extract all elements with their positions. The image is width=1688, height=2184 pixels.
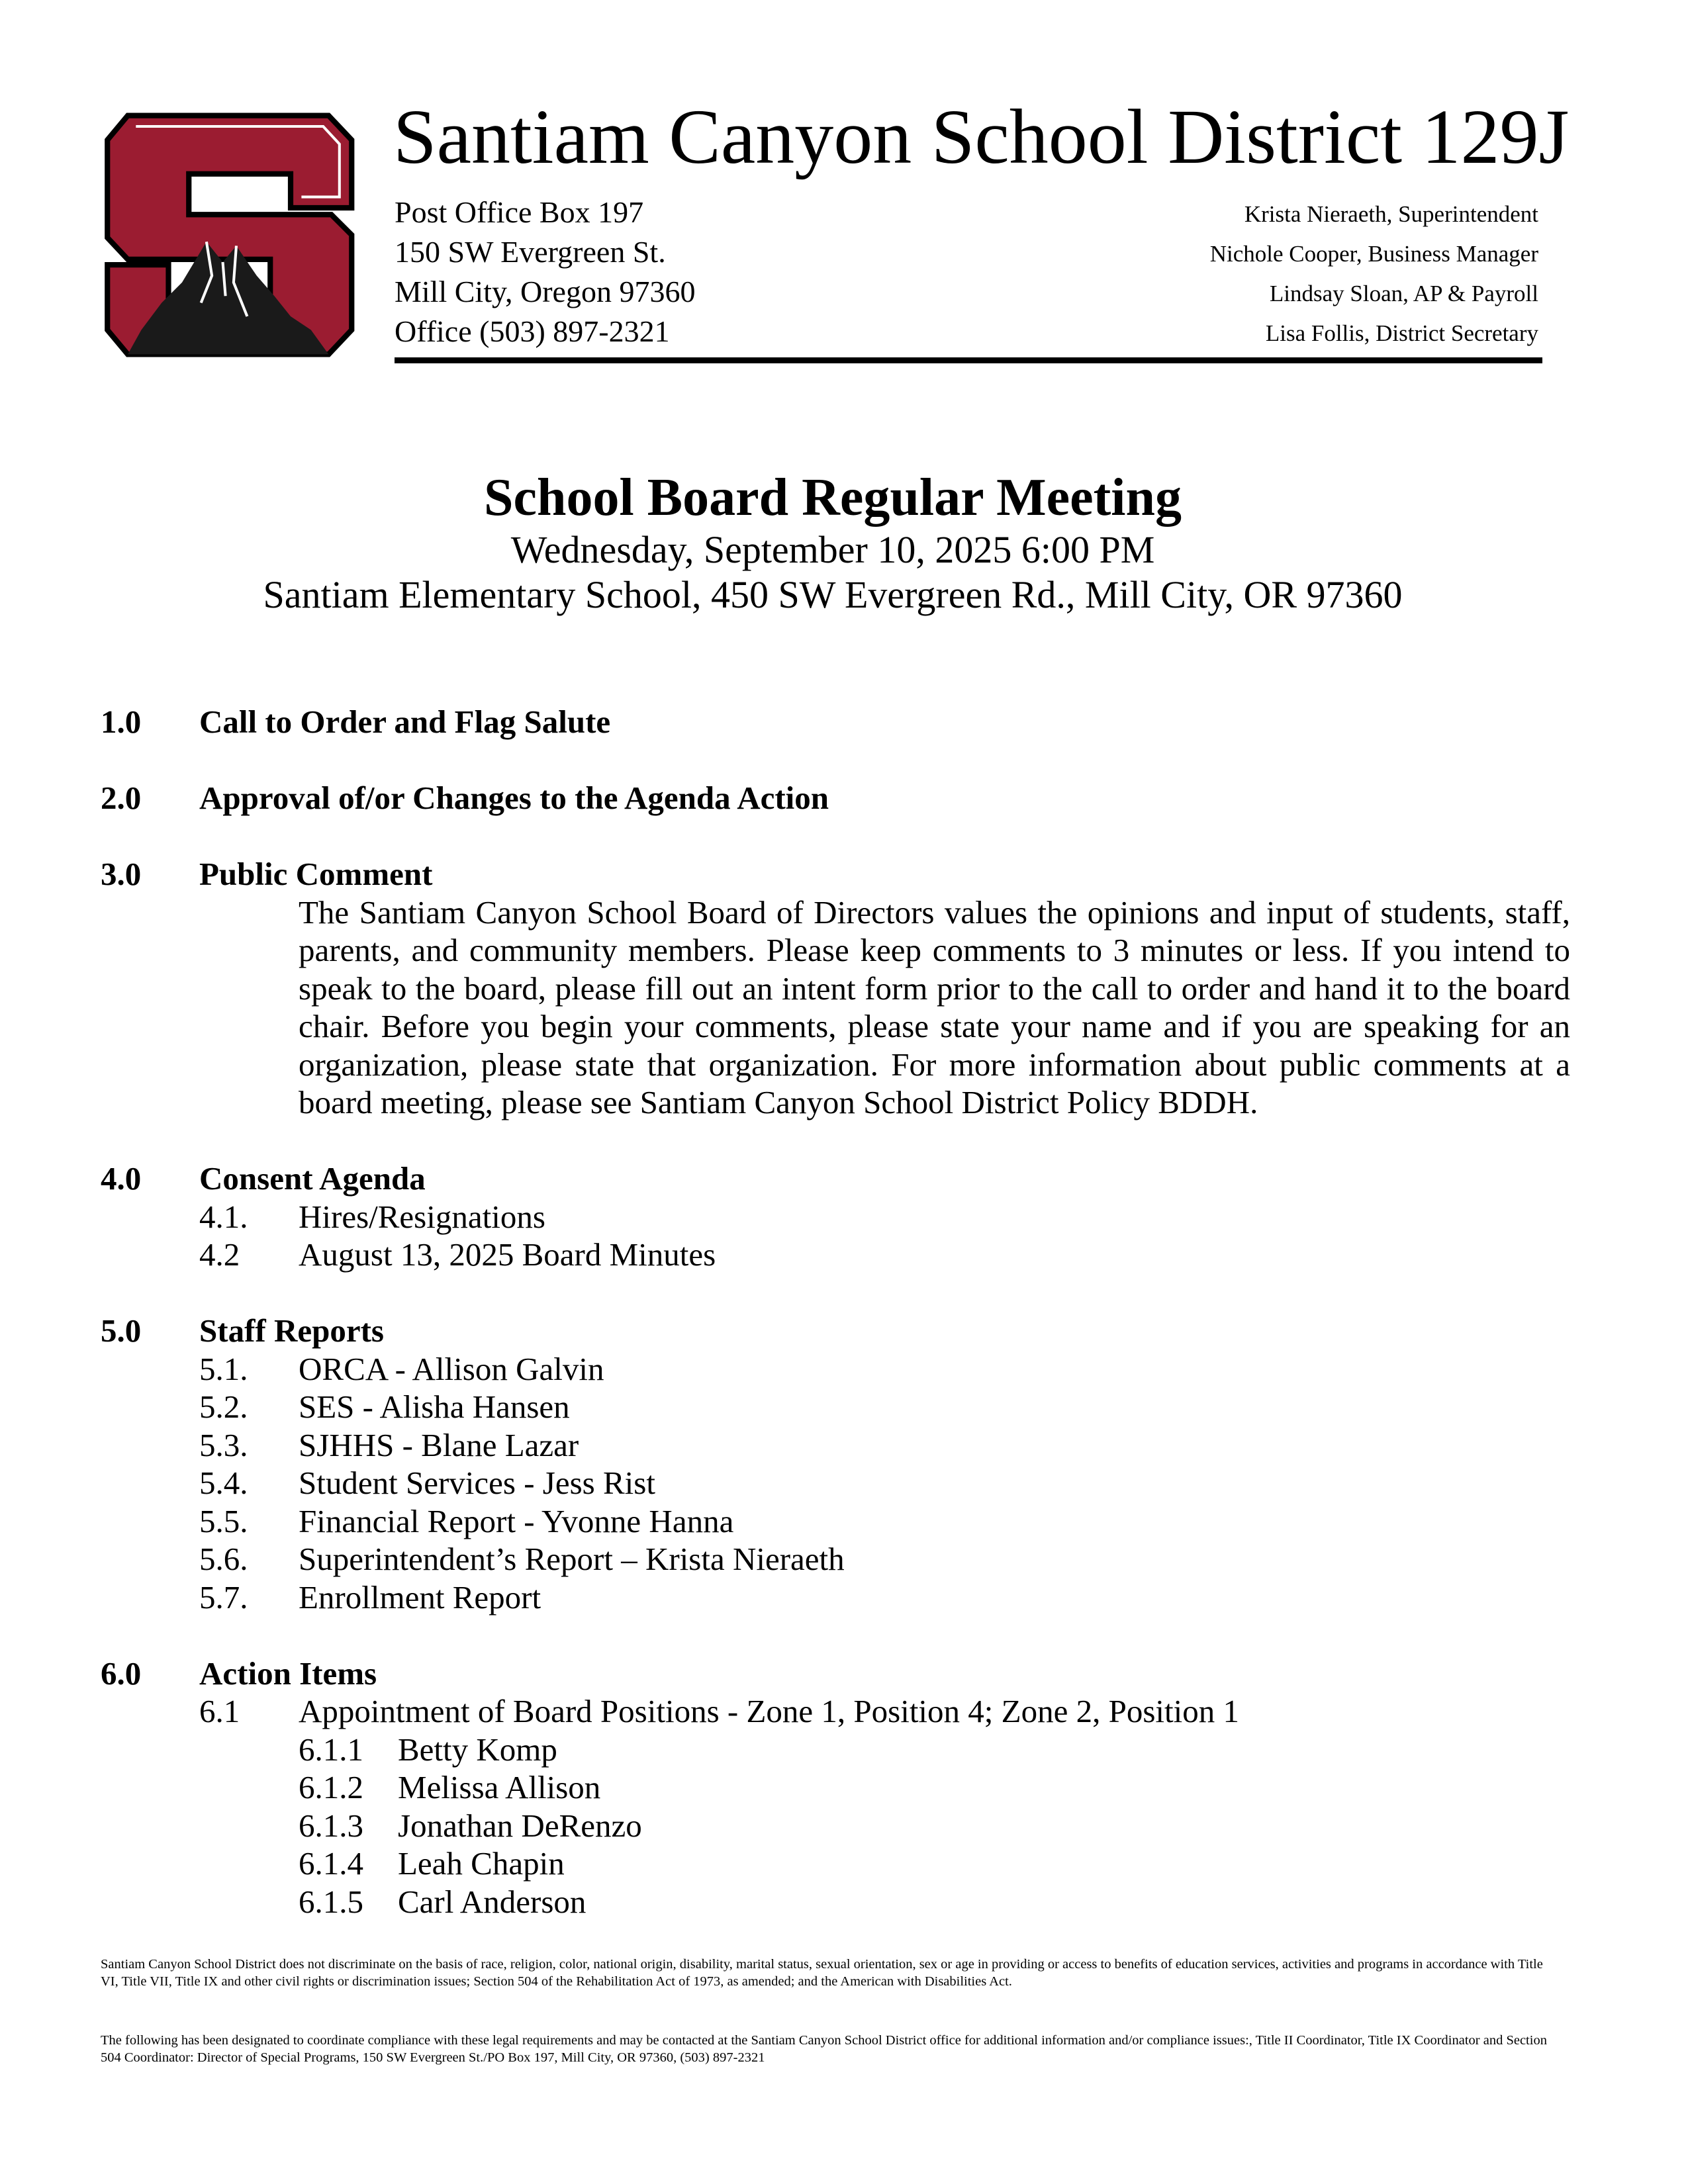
staff-line: Nichole Cooper, Business Manager bbox=[1209, 241, 1538, 267]
section-title: Public Comment bbox=[199, 856, 433, 892]
item-text: Financial Report - Yvonne Hanna bbox=[299, 1502, 734, 1539]
address-line: 150 SW Evergreen St. bbox=[395, 235, 666, 269]
item-text: Student Services - Jess Rist bbox=[299, 1465, 655, 1501]
candidate-item bbox=[299, 1844, 1570, 1883]
item-number: 5.3. bbox=[199, 1426, 248, 1463]
item-number: 5.7. bbox=[199, 1578, 248, 1615]
item-text: Superintendent’s Report – Krista Nieraeth bbox=[299, 1541, 845, 1577]
item-number: 5.6. bbox=[199, 1541, 248, 1577]
agenda bbox=[101, 703, 1570, 1959]
address-line: Post Office Box 197 bbox=[395, 195, 644, 229]
meeting-location: Santiam Elementary School, 450 SW Evergreen Rd., Mill City, OR 97360 bbox=[263, 573, 1403, 616]
section-title: Approval of/or Changes to the Agenda Action bbox=[199, 780, 829, 816]
item-number: 5.4. bbox=[199, 1465, 248, 1501]
agenda-item bbox=[199, 1540, 1570, 1578]
item-number: 6.1.1 bbox=[299, 1731, 363, 1768]
item-number: 6.1.2 bbox=[299, 1769, 363, 1805]
staff-line: Krista Nieraeth, Superintendent bbox=[1244, 201, 1538, 227]
header-divider bbox=[395, 357, 1542, 363]
staff-line: Lindsay Sloan, AP & Payroll bbox=[1269, 281, 1538, 306]
candidate-name: Betty Komp bbox=[398, 1731, 557, 1768]
agenda-item bbox=[199, 1578, 1570, 1617]
agenda-item bbox=[199, 1350, 1570, 1388]
item-number: 4.1. bbox=[199, 1198, 248, 1235]
section-number: 3.0 bbox=[101, 856, 142, 892]
candidate-item bbox=[299, 1768, 1570, 1807]
agenda-section bbox=[101, 1312, 1570, 1616]
section-number: 5.0 bbox=[101, 1312, 142, 1349]
address-line: Mill City, Oregon 97360 bbox=[395, 275, 696, 308]
agenda-section bbox=[101, 1655, 1570, 1921]
public-comment-text: The Santiam Canyon School Board of Directors values the opinions and input of students, staff, parents, and community members. Please keep comments to 3 minutes or less. If you intend to speak to the board, please fill out an intent form prior to the call to order and hand it to the board chair. Before you begin your comments, please state your name and if you are speaking for an organization, please state that organization. For more information about public comments at a board meeting, please see Santiam Canyon School District Policy BDDH. bbox=[299, 893, 1570, 1120]
candidate-item bbox=[299, 1883, 1570, 1921]
section-number: 6.0 bbox=[101, 1655, 142, 1692]
candidate-name: Jonathan DeRenzo bbox=[398, 1807, 642, 1844]
agenda-item bbox=[199, 1388, 1570, 1426]
item-number: 6.1.4 bbox=[299, 1845, 363, 1882]
compliance-notice: The following has been designated to coordinate compliance with these legal requirements and may be contacted at the Santiam Canyon School District office for additional information and/or compliance issues:, Title II Coordinator, Title IX Coordinator and Section 504 Coordinator: Director of Special Programs, 150 SW Evergreen St./PO Box 197, Mill City, OR 97360, (503) 897-2321 bbox=[101, 2033, 1547, 2065]
agenda-section bbox=[101, 1160, 1570, 1274]
section-title: Action Items bbox=[199, 1655, 377, 1692]
item-text: Enrollment Report bbox=[299, 1578, 541, 1615]
agenda-section bbox=[101, 855, 1570, 1122]
agenda-section bbox=[101, 703, 1570, 741]
section-title: Staff Reports bbox=[199, 1312, 384, 1349]
item-number: 6.1.3 bbox=[299, 1807, 363, 1844]
item-number: 5.1. bbox=[199, 1350, 248, 1387]
item-number: 5.5. bbox=[199, 1502, 248, 1539]
item-number: 6.1.5 bbox=[299, 1883, 363, 1920]
agenda-section bbox=[101, 779, 1570, 817]
item-text: SJHHS - Blane Lazar bbox=[299, 1426, 579, 1463]
item-text: August 13, 2025 Board Minutes bbox=[299, 1236, 716, 1273]
meeting-title: School Board Regular Meeting bbox=[483, 469, 1182, 527]
agenda-item bbox=[199, 1236, 1570, 1274]
candidate-name: Carl Anderson bbox=[398, 1883, 586, 1920]
phone-line: Office (503) 897-2321 bbox=[395, 314, 670, 348]
section-number: 4.0 bbox=[101, 1160, 142, 1197]
agenda-item bbox=[199, 1426, 1570, 1465]
agenda-item bbox=[199, 1502, 1570, 1541]
candidate-name: Leah Chapin bbox=[398, 1845, 565, 1882]
staff-line: Lisa Follis, District Secretary bbox=[1265, 320, 1538, 346]
section-number: 2.0 bbox=[101, 780, 142, 816]
district-logo bbox=[101, 99, 372, 371]
meeting-date: Wednesday, September 10, 2025 6:00 PM bbox=[510, 528, 1155, 571]
item-number: 4.2 bbox=[199, 1236, 240, 1273]
section-title: Call to Order and Flag Salute bbox=[199, 704, 611, 740]
item-text: Hires/Resignations bbox=[299, 1198, 545, 1235]
agenda-item bbox=[199, 1198, 1570, 1236]
item-text: ORCA - Allison Galvin bbox=[299, 1350, 604, 1387]
agenda-item bbox=[199, 1464, 1570, 1502]
section-title: Consent Agenda bbox=[199, 1160, 426, 1197]
item-text: Appointment of Board Positions - Zone 1, Position 4; Zone 2, Position 1 bbox=[299, 1693, 1239, 1729]
candidate-item bbox=[299, 1731, 1570, 1769]
section-number: 1.0 bbox=[101, 704, 142, 740]
item-text: SES - Alisha Hansen bbox=[299, 1388, 570, 1425]
item-number: 5.2. bbox=[199, 1388, 248, 1425]
organization-name: Santiam Canyon School District 129J bbox=[393, 93, 1570, 180]
agenda-item bbox=[199, 1692, 1570, 1731]
nondiscrimination-notice: Santiam Canyon School District does not discriminate on the basis of race, religion, color, national origin, disability, marital status, sexual orientation, sex or age in providing or access to benefits of education services, activities and programs in accordance with Title VI, Title VII, Title IX and other civil rights or discrimination issues; Section 504 of the Rehabilitation Act of 1973, as amended; and the American with Disabilities Act. bbox=[101, 1957, 1543, 1989]
item-number: 6.1 bbox=[199, 1693, 240, 1729]
candidate-name: Melissa Allison bbox=[398, 1769, 601, 1805]
candidate-item bbox=[299, 1807, 1570, 1845]
